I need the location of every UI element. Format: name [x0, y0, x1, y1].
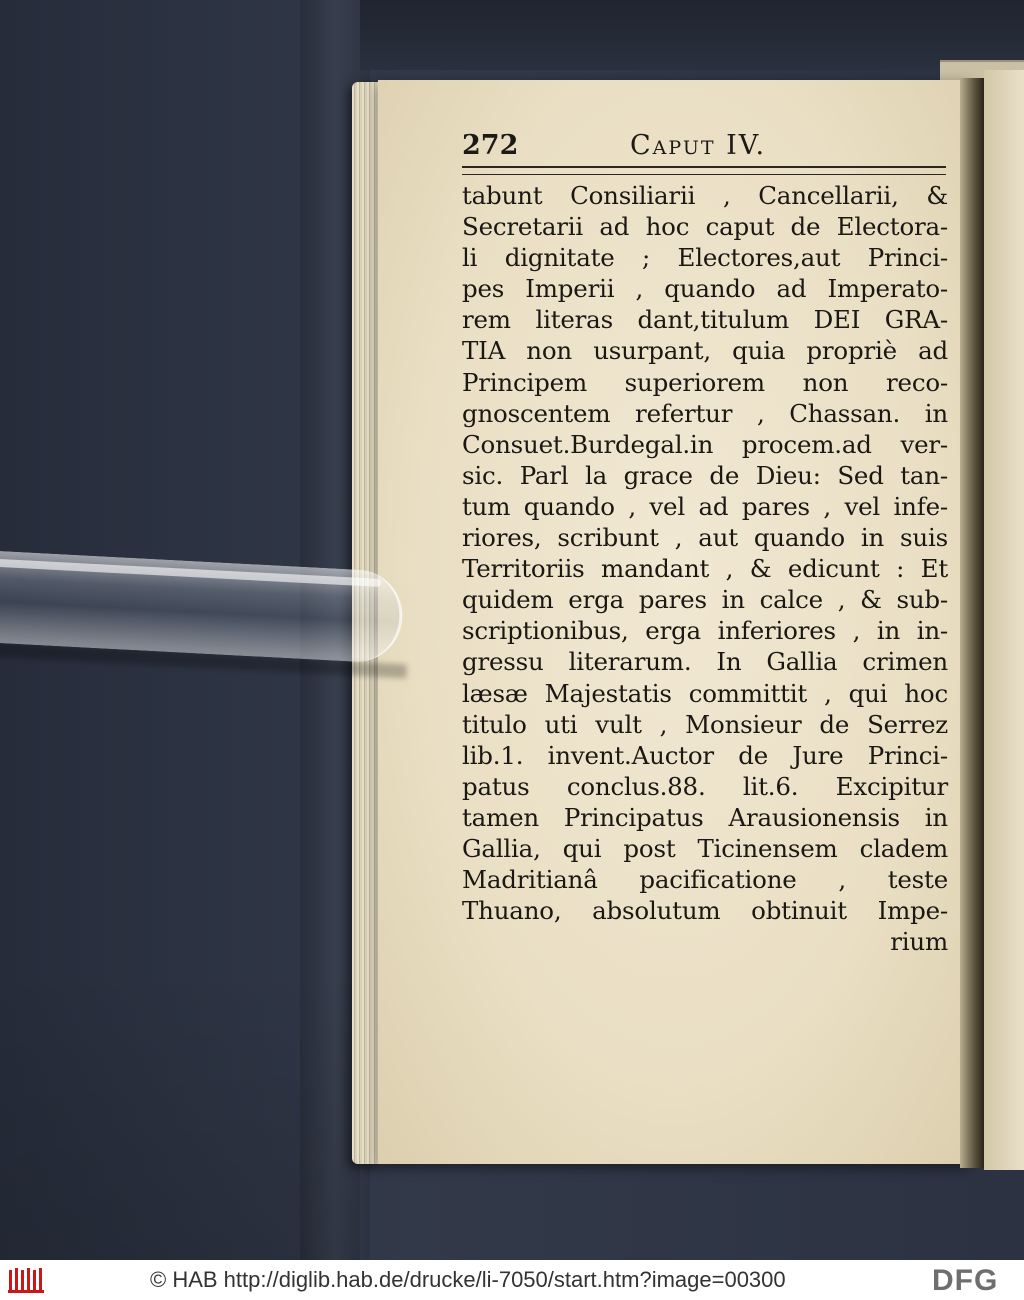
- text-line: titulo uti vult , Monsieur de Serrez: [462, 709, 948, 739]
- top-backdrop: [360, 0, 1024, 70]
- text-line: Territoriis mandant , & edicunt : Et: [462, 554, 948, 584]
- text-line: pes Imperii , quando ad Imperato-: [462, 274, 948, 304]
- dfg-logo: DFG: [932, 1264, 999, 1297]
- text-line: gressu literarum. In Gallia crimen: [462, 647, 948, 677]
- page-number: 272: [462, 130, 519, 161]
- text-line: patus conclus.88. lit.6. Excipitur: [462, 771, 948, 801]
- text-line: lib.1. invent.Auctor de Jure Princi-: [462, 740, 948, 770]
- text-line: Madritianâ pacificatione , teste: [462, 865, 948, 895]
- catchword: rium: [890, 927, 948, 957]
- cloth-shadow: [0, 960, 360, 1260]
- text-line: li dignitate ; Electores,aut Princi-: [462, 243, 948, 273]
- footer-bar: [0, 1260, 1024, 1300]
- text-line: sic. Parl la grace de Dieu: Sed tan-: [462, 460, 948, 490]
- text-line: Secretarii ad hoc caput de Electora-: [462, 212, 948, 242]
- copyright-link[interactable]: © HAB http://diglib.hab.de/drucke/li-7050/start.htm?image=00300: [150, 1267, 786, 1292]
- text-line: quidem erga pares in calce , & sub-: [462, 585, 948, 615]
- text-line: rem literas dant,titulum DEI GRA-: [462, 305, 948, 335]
- text-line: Principem superiorem non reco-: [462, 367, 948, 397]
- glass-page-weight: [0, 520, 423, 693]
- text-line: Gallia, qui post Ticinensem cladem: [462, 833, 948, 863]
- text-line: læsæ Majestatis committit , qui hoc: [462, 678, 948, 708]
- text-line: riores, scribunt , aut quando in suis: [462, 523, 948, 553]
- header-rule: [462, 166, 946, 175]
- book-gutter: [960, 78, 984, 1168]
- text-line: scriptionibus, erga inferiores , in in-: [462, 616, 948, 646]
- text-line: tamen Principatus Arausionensis in: [462, 802, 948, 832]
- text-line: TIA non usurpant, quia propriè ad: [462, 336, 948, 366]
- text-line: gnoscentem refertur , Chassan. in: [462, 398, 948, 428]
- facing-page-edge: [984, 70, 1024, 1170]
- text-line: tum quando , vel ad pares , vel infe-: [462, 491, 948, 521]
- text-line: tabunt Consiliarii , Cancellarii, &: [462, 181, 948, 210]
- running-head: [462, 130, 952, 166]
- text-line: Thuano, absolutum obtinuit Impe-: [462, 896, 948, 926]
- text-line: Consuet.Burdegal.in procem.ad ver-: [462, 429, 948, 459]
- hab-logo-icon: [8, 1266, 48, 1294]
- body-text: [462, 180, 948, 957]
- running-title: Caput IV.: [630, 130, 767, 161]
